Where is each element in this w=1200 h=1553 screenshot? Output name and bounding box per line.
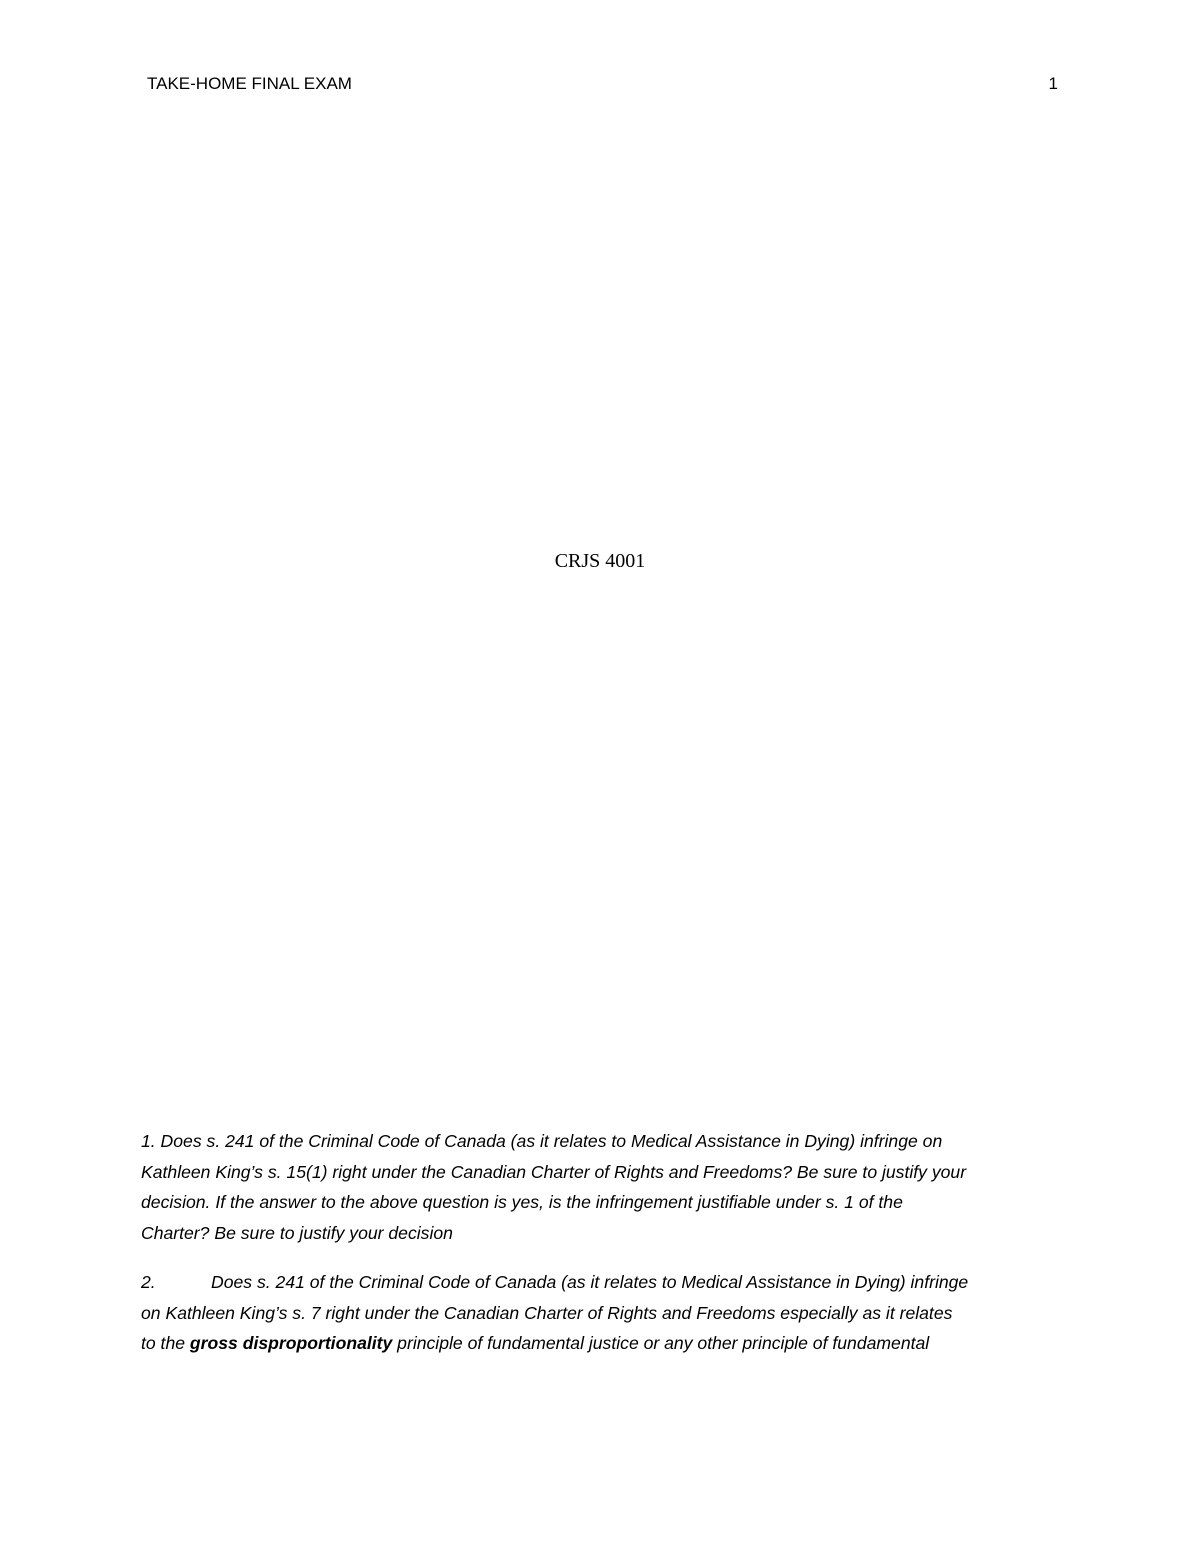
question-1-line: Kathleen King’s s. 15(1) right under the Canadian Charter of Rights and Freedoms? Be sure to justify your <box>141 1161 967 1182</box>
question-2-number: 2. <box>141 1272 156 1292</box>
question-2-line-text: Does s. 241 of the Criminal Code of Canada (as it relates to Medical Assistance in Dying) infringe <box>211 1272 969 1292</box>
question-2-text: principle of fundamental justice or any other principle of fundamental <box>392 1333 930 1353</box>
question-1-line: 1. Does s. 241 of the Criminal Code of Canada (as it relates to Medical Assistance in Dying) infringe on <box>141 1131 943 1151</box>
emphasized-term: gross disproportionality <box>189 1333 393 1353</box>
running-head: TAKE-HOME FINAL EXAM <box>147 74 352 93</box>
course-code-title: CRJS 4001 <box>554 550 646 572</box>
question-2-text: to the <box>141 1333 190 1353</box>
question-1-line: Charter? Be sure to justify your decision <box>141 1222 453 1243</box>
page-number: 1 <box>1048 74 1058 93</box>
question-2-line <box>141 1328 1061 1359</box>
question-1-line: decision. If the answer to the above question is yes, is the infringement justifiable under s. 1 of the <box>141 1192 903 1212</box>
question-2-line: on Kathleen King’s s. 7 right under the Canadian Charter of Rights and Freedoms especially as it relates <box>141 1302 953 1323</box>
questions-section <box>141 1126 1061 1378</box>
question-2 <box>141 1267 1061 1359</box>
question-1 <box>141 1126 1061 1248</box>
question-2-line <box>141 1267 1061 1298</box>
